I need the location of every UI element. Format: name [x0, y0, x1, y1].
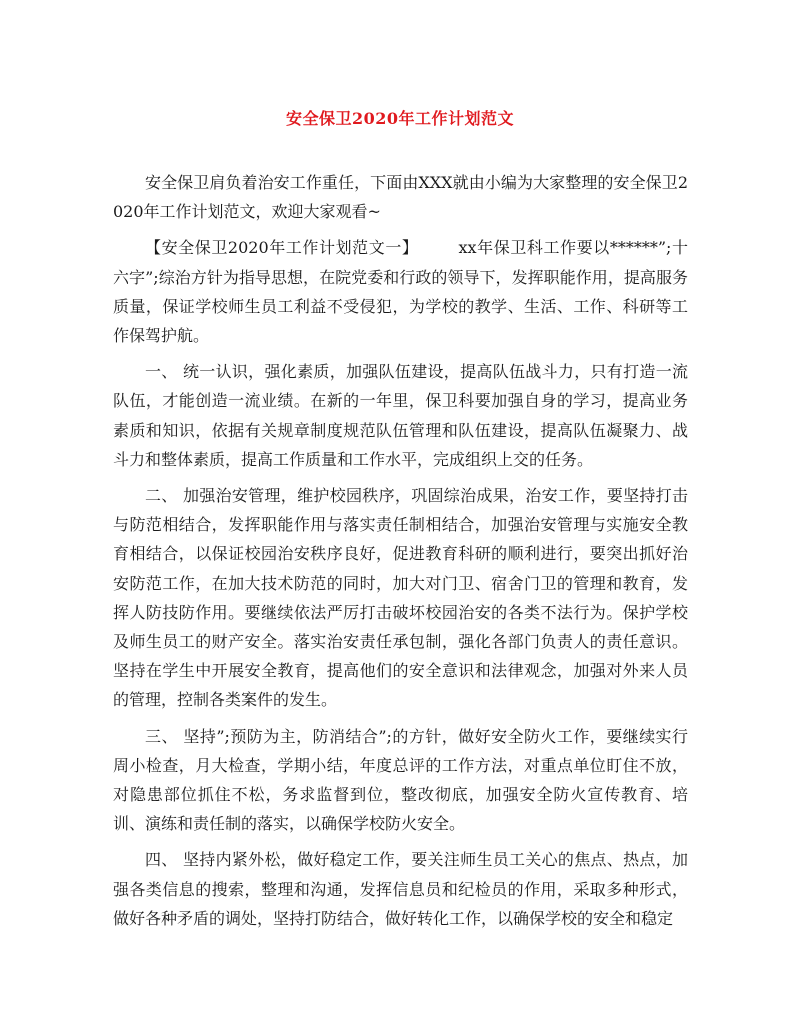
point-four-paragraph: 四、 坚持内紧外松，做好稳定工作，要关注师生员工关心的焦点、热点，加强各类信息的搜索，整理和沟通，发挥信息员和纪检员的作用，采取多种形式，做好各种矛盾的调处，坚持打防结合，做好转化工作，以确保学校的安全和稳定 [113, 850, 688, 928]
intro-paragraph: 安全保卫肩负着治安工作重任，下面由XXX就由小编为大家整理的安全保卫2020年工作计划范文，欢迎大家观看~ [113, 173, 688, 222]
point-one-paragraph: 一、 统一认识，强化素质，加强队伍建设，提高队伍战斗力，只有打造一流队伍，才能创造一流业绩。在新的一年里，保卫科要加强自身的学习，提高业务素质和知识，依据有关规章制度规范队伍管理和队伍建设，提高队伍凝聚力、战斗力和整体素质，提高工作质量和工作水平，完成组织上交的任务。 [113, 362, 688, 469]
section-heading: 【安全保卫2020年工作计划范文一】 [145, 238, 419, 258]
document-title: 安全保卫2020年工作计划范文 [285, 109, 515, 128]
document-body [113, 168, 688, 940]
point-three-paragraph: 三、 坚持”;预防为主，防消结合”;的方针，做好安全防火工作，要继续实行周小检查，月大检查，学期小结，年度总评的工作方法，对重点单位盯住不放，对隐患部位抓住不松，务求监督到位，整改彻底，加强安全防火宣传教育、培训、演练和责任制的落实，以确保学校防火安全。 [113, 726, 688, 834]
section-intro: xx年保卫科工作要以******”;十六字”;综治方针为指导思想，在院党委和行政的领导下，发挥职能作用，提高服务质量，保证学校师生员工利益不受侵犯，为学校的教学、生活、工作、科研等工作保驾护航。 [113, 238, 688, 346]
section-paragraph [113, 233, 688, 350]
point-two-paragraph: 二、 加强治安管理，维护校园秩序，巩固综治成果，治安工作，要坚持打击与防范相结合，发挥职能作用与落实责任制相结合，加强治安管理与实施安全教育相结合，以保证校园治安秩序良好，促进教育科研的顺利进行，要突出抓好治安防范工作，在加大技术防范的同时，加大对门卫、宿舍门卫的管理和教育，发挥人防技防作用。要继续依法严厉打击破坏校园治安的各类不法行为。保护学校及师生员工的财产安全。落实治安责任承包制，强化各部门负责人的责任意识。坚持在学生中开展安全教育，提高他们的安全意识和法律观念，加强对外来人员的管理，控制各类案件的发生。 [113, 486, 688, 710]
